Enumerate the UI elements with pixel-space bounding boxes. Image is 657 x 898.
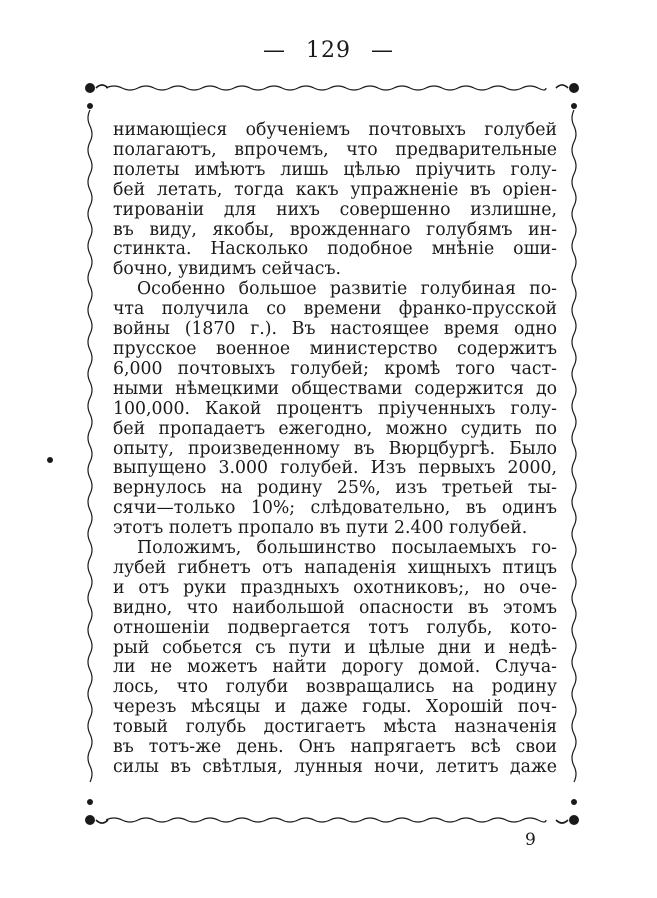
text-line: ли не можетъ найти дорогу домой. Случа- xyxy=(113,657,557,678)
text-line: полеты имѣютъ лишь цѣлью пріучить голу- xyxy=(113,159,557,180)
text-line: видно, что наибольшой опасности въ этомъ xyxy=(113,597,557,618)
signature-mark: 9 xyxy=(525,830,536,850)
text-line: товый голубь достигаетъ мѣста назначенія xyxy=(113,717,557,738)
text-line: лось, что голуби возвращались на родину xyxy=(113,677,557,698)
text-line: и отъ руки праздныхъ охотниковъ;, но оче- xyxy=(113,577,557,598)
text-line: отношеніи подвергается тотъ голубь, кото- xyxy=(113,617,557,638)
paragraph-2 xyxy=(113,280,557,539)
page-number: 129 xyxy=(306,38,351,63)
text-line: въ тотъ-же день. Онъ напрягаетъ всѣ свои xyxy=(113,737,557,758)
page-number-header xyxy=(0,38,657,63)
text-line: тированіи для нихъ совершенно излишне, xyxy=(113,199,557,220)
text-line: полагаютъ, впрочемъ, что предварительные xyxy=(113,139,557,160)
text-line: вернулось на родину 25%, изъ третьей ты- xyxy=(113,478,557,499)
paragraph-1 xyxy=(113,121,557,280)
text-line: бей летать, тогда какъ упражненіе въ оріен- xyxy=(113,179,557,200)
text-line: лубей гибнетъ отъ нападенія хищныхъ птицъ xyxy=(113,557,557,578)
text-line: 6,000 почтовыхъ голубей; кромѣ того част- xyxy=(113,358,557,379)
text-line: рый собьется съ пути и цѣлые дни и недѣ- xyxy=(113,637,557,658)
text-line: бочно, увидимъ сейчасъ. xyxy=(113,259,341,280)
text-line: силы въ свѣтлыя, лунныя ночи, летитъ даже xyxy=(113,757,557,777)
text-line: нимающіеся обученіемъ почтовыхъ голубей xyxy=(113,120,557,140)
page-body-text xyxy=(113,121,557,778)
text-line: бей пропадаетъ ежегодно, можно судить по xyxy=(113,418,557,439)
text-line: ными нѣмецкими обществами содержится до xyxy=(113,378,557,399)
text-line: сячи—только 10%; слѣдовательно, въ одинъ xyxy=(113,498,557,519)
paragraph-3 xyxy=(113,539,557,778)
text-line: прусское военное министерство содержитъ xyxy=(113,338,557,359)
text-line: черезъ мѣсяцы и даже годы. Хорошій поч- xyxy=(113,697,557,718)
text-line: Положимъ, большинство посылаемыхъ го- xyxy=(137,538,557,559)
margin-dot xyxy=(47,457,53,463)
header-dash-right: — xyxy=(371,38,394,63)
text-line: чта получила со времени франко-прусской xyxy=(113,299,557,320)
text-line: выпущено 3.000 голубей. Изъ первыхъ 2000, xyxy=(113,458,557,479)
header-dash-left: — xyxy=(263,38,286,63)
text-line: войны (1870 г.). Въ настоящее время одно xyxy=(113,319,557,340)
text-line: 100,000. Какой процентъ пріученныхъ голу- xyxy=(113,398,557,419)
text-line: опыту, произведенному въ Вюрцбургѣ. Было xyxy=(113,438,557,459)
text-line: въ виду, якобы, врожденнаго голубямъ ин- xyxy=(113,219,557,240)
text-line: Особенно большое развитіе голубиная по- xyxy=(137,279,557,300)
text-line: этотъ полетъ пропало въ пути 2.400 голубей. xyxy=(113,518,528,539)
text-line: стинкта. Насколько подобное мнѣніе оши- xyxy=(113,239,557,260)
